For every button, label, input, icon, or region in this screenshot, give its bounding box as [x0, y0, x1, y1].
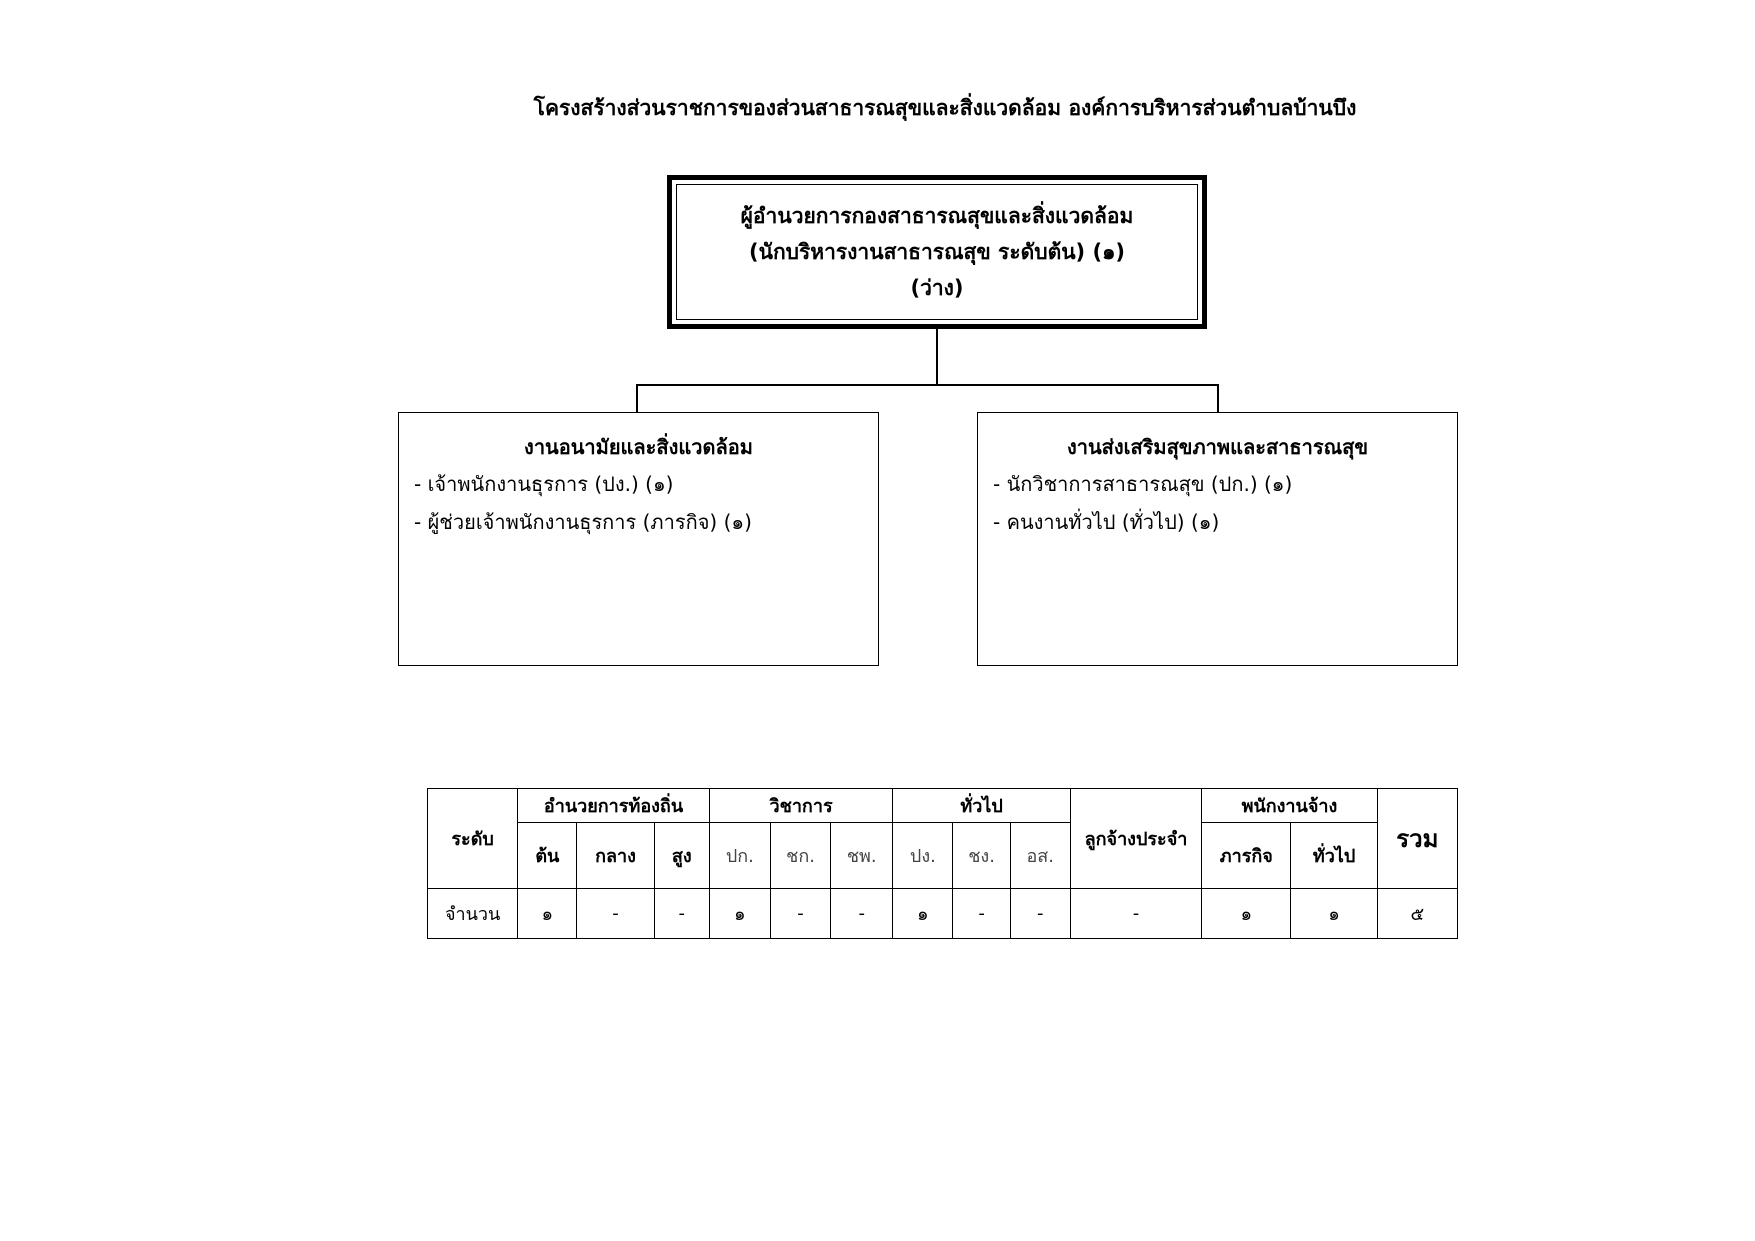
count-cell: - [953, 889, 1010, 939]
table-header-row [428, 789, 1458, 823]
subheader-cell: ภารกิจ [1202, 823, 1291, 889]
count-total-cell: ๕ [1377, 889, 1457, 939]
count-cell: - [831, 889, 893, 939]
subheader-cell: อส. [1010, 823, 1070, 889]
group-header-general: ทั่วไป [893, 789, 1071, 823]
subheader-cell: ชพ. [831, 823, 893, 889]
director-box-inner [676, 184, 1198, 320]
count-label: จำนวน [428, 889, 518, 939]
section-title: งานอนามัยและสิ่งแวดล้อม [524, 435, 753, 459]
subheader-cell: ปง. [893, 823, 953, 889]
group-header-employee: พนักงานจ้าง [1202, 789, 1378, 823]
count-cell: - [770, 889, 830, 939]
count-cell: - [1010, 889, 1070, 939]
total-header: รวม [1377, 789, 1457, 889]
subheader-cell: ชง. [953, 823, 1010, 889]
page-title: โครงสร้างส่วนราชการของส่วนสาธารณสุขและสิ่งแวดล้อม องค์การบริหารส่วนตำบลบ้านบึง [533, 96, 1357, 120]
summary-table [427, 788, 1458, 939]
connector-horizontal [636, 384, 1218, 386]
connector-right-drop [1217, 384, 1219, 412]
director-position: (นักบริหารงานสาธารณสุข ระดับต้น) (๑) [748, 240, 1125, 264]
group-header-local-admin: อำนวยการท้องถิ่น [518, 789, 710, 823]
group-header-academic: วิชาการ [709, 789, 893, 823]
section-title: งานส่งเสริมสุขภาพและสาธารณสุข [1066, 435, 1369, 459]
section-box-sanitation [398, 412, 879, 666]
count-cell: - [577, 889, 654, 939]
section-item: - ผู้ช่วยเจ้าพนักงานธุรการ (ภารกิจ) (๑) [414, 510, 752, 534]
group-header-permanent: ลูกจ้างประจำ [1070, 789, 1201, 889]
level-header: ระดับ [428, 789, 518, 889]
subheader-cell: ปก. [709, 823, 770, 889]
director-status: (ว่าง) [910, 276, 964, 300]
section-item: - นักวิชาการสาธารณสุข (ปก.) (๑) [993, 472, 1293, 496]
count-cell: ๑ [1202, 889, 1291, 939]
section-item: - เจ้าพนักงานธุรการ (ปง.) (๑) [414, 472, 674, 496]
subheader-cell: กลาง [577, 823, 654, 889]
subheader-cell: ชก. [770, 823, 830, 889]
subheader-cell: ต้น [518, 823, 577, 889]
section-box-health-promotion [977, 412, 1458, 666]
table-row [428, 889, 1458, 939]
subheader-cell: สูง [654, 823, 709, 889]
director-box [667, 175, 1207, 329]
count-cell: - [1070, 889, 1201, 939]
count-cell: - [654, 889, 709, 939]
table-subheader-row [428, 823, 1458, 889]
connector-left-drop [636, 384, 638, 412]
section-item: - คนงานทั่วไป (ทั่วไป) (๑) [993, 510, 1220, 534]
subheader-cell: ทั่วไป [1291, 823, 1377, 889]
count-cell: ๑ [518, 889, 577, 939]
count-cell: ๑ [1291, 889, 1377, 939]
director-title: ผู้อำนวยการกองสาธารณสุขและสิ่งแวดล้อม [740, 204, 1134, 228]
count-cell: ๑ [709, 889, 770, 939]
count-cell: ๑ [893, 889, 953, 939]
connector-vertical-main [936, 329, 938, 384]
